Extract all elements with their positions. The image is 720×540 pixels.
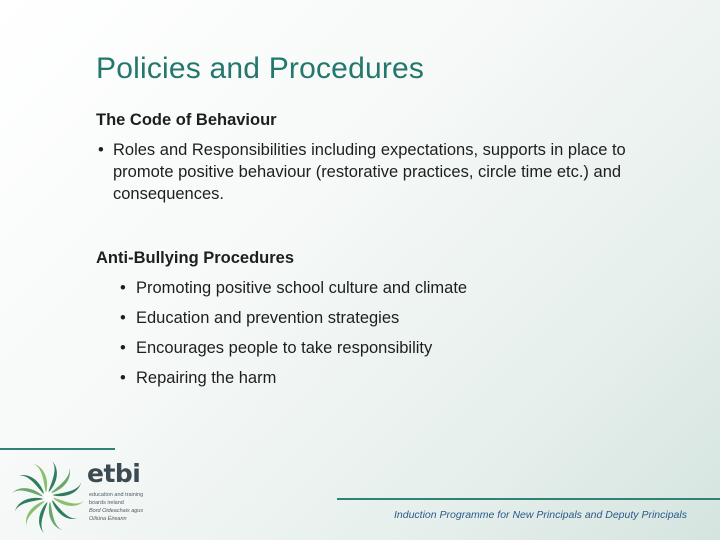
list-item-text: Education and prevention strategies [136,309,400,327]
list-item-text: Promoting positive school culture and climate [136,279,468,297]
anti-bullying-heading: Anti-Bullying Procedures [96,249,295,267]
code-of-behaviour-bullet [96,139,656,205]
bullet-dot: • [120,369,126,387]
bullet-dot: • [98,141,104,159]
list-item [96,337,656,367]
anti-bullying-list [96,277,656,397]
footer-rule-left [0,448,115,450]
logo-subtitle-en-2: boards ireland [89,500,124,506]
anti-bullying-section [96,247,656,397]
list-item-text: Repairing the harm [136,369,277,387]
list-item [96,307,656,337]
slide-title: Policies and Procedures [96,52,425,85]
bullet-dot: • [120,339,126,357]
logo-subtitle-ga-1: Bord Oideachais agus [89,508,144,514]
code-of-behaviour-heading: The Code of Behaviour [96,111,277,129]
footer-programme-text: Induction Programme for New Principals and Deputy Principals [394,509,687,521]
list-item [96,277,656,307]
list-item-text: Encourages people to take responsibility [136,339,433,357]
logo-subtitle-en-1: education and training [89,492,144,498]
logo-wordmark: etbi [87,459,141,488]
logo-subtitle-ga-2: Oiliúna Éireann [89,516,127,522]
footer-rule-right [337,498,720,500]
bullet-dot: • [120,279,126,297]
list-item [96,367,656,397]
bullet-dot: • [120,309,126,327]
logo-subtitle [89,491,169,523]
code-of-behaviour-bullet-text: Roles and Responsibilities including expectations, supports in place to promote positive behaviour (restorative practices, circle time etc.) and consequences. [113,141,626,203]
code-of-behaviour-section [96,109,656,205]
